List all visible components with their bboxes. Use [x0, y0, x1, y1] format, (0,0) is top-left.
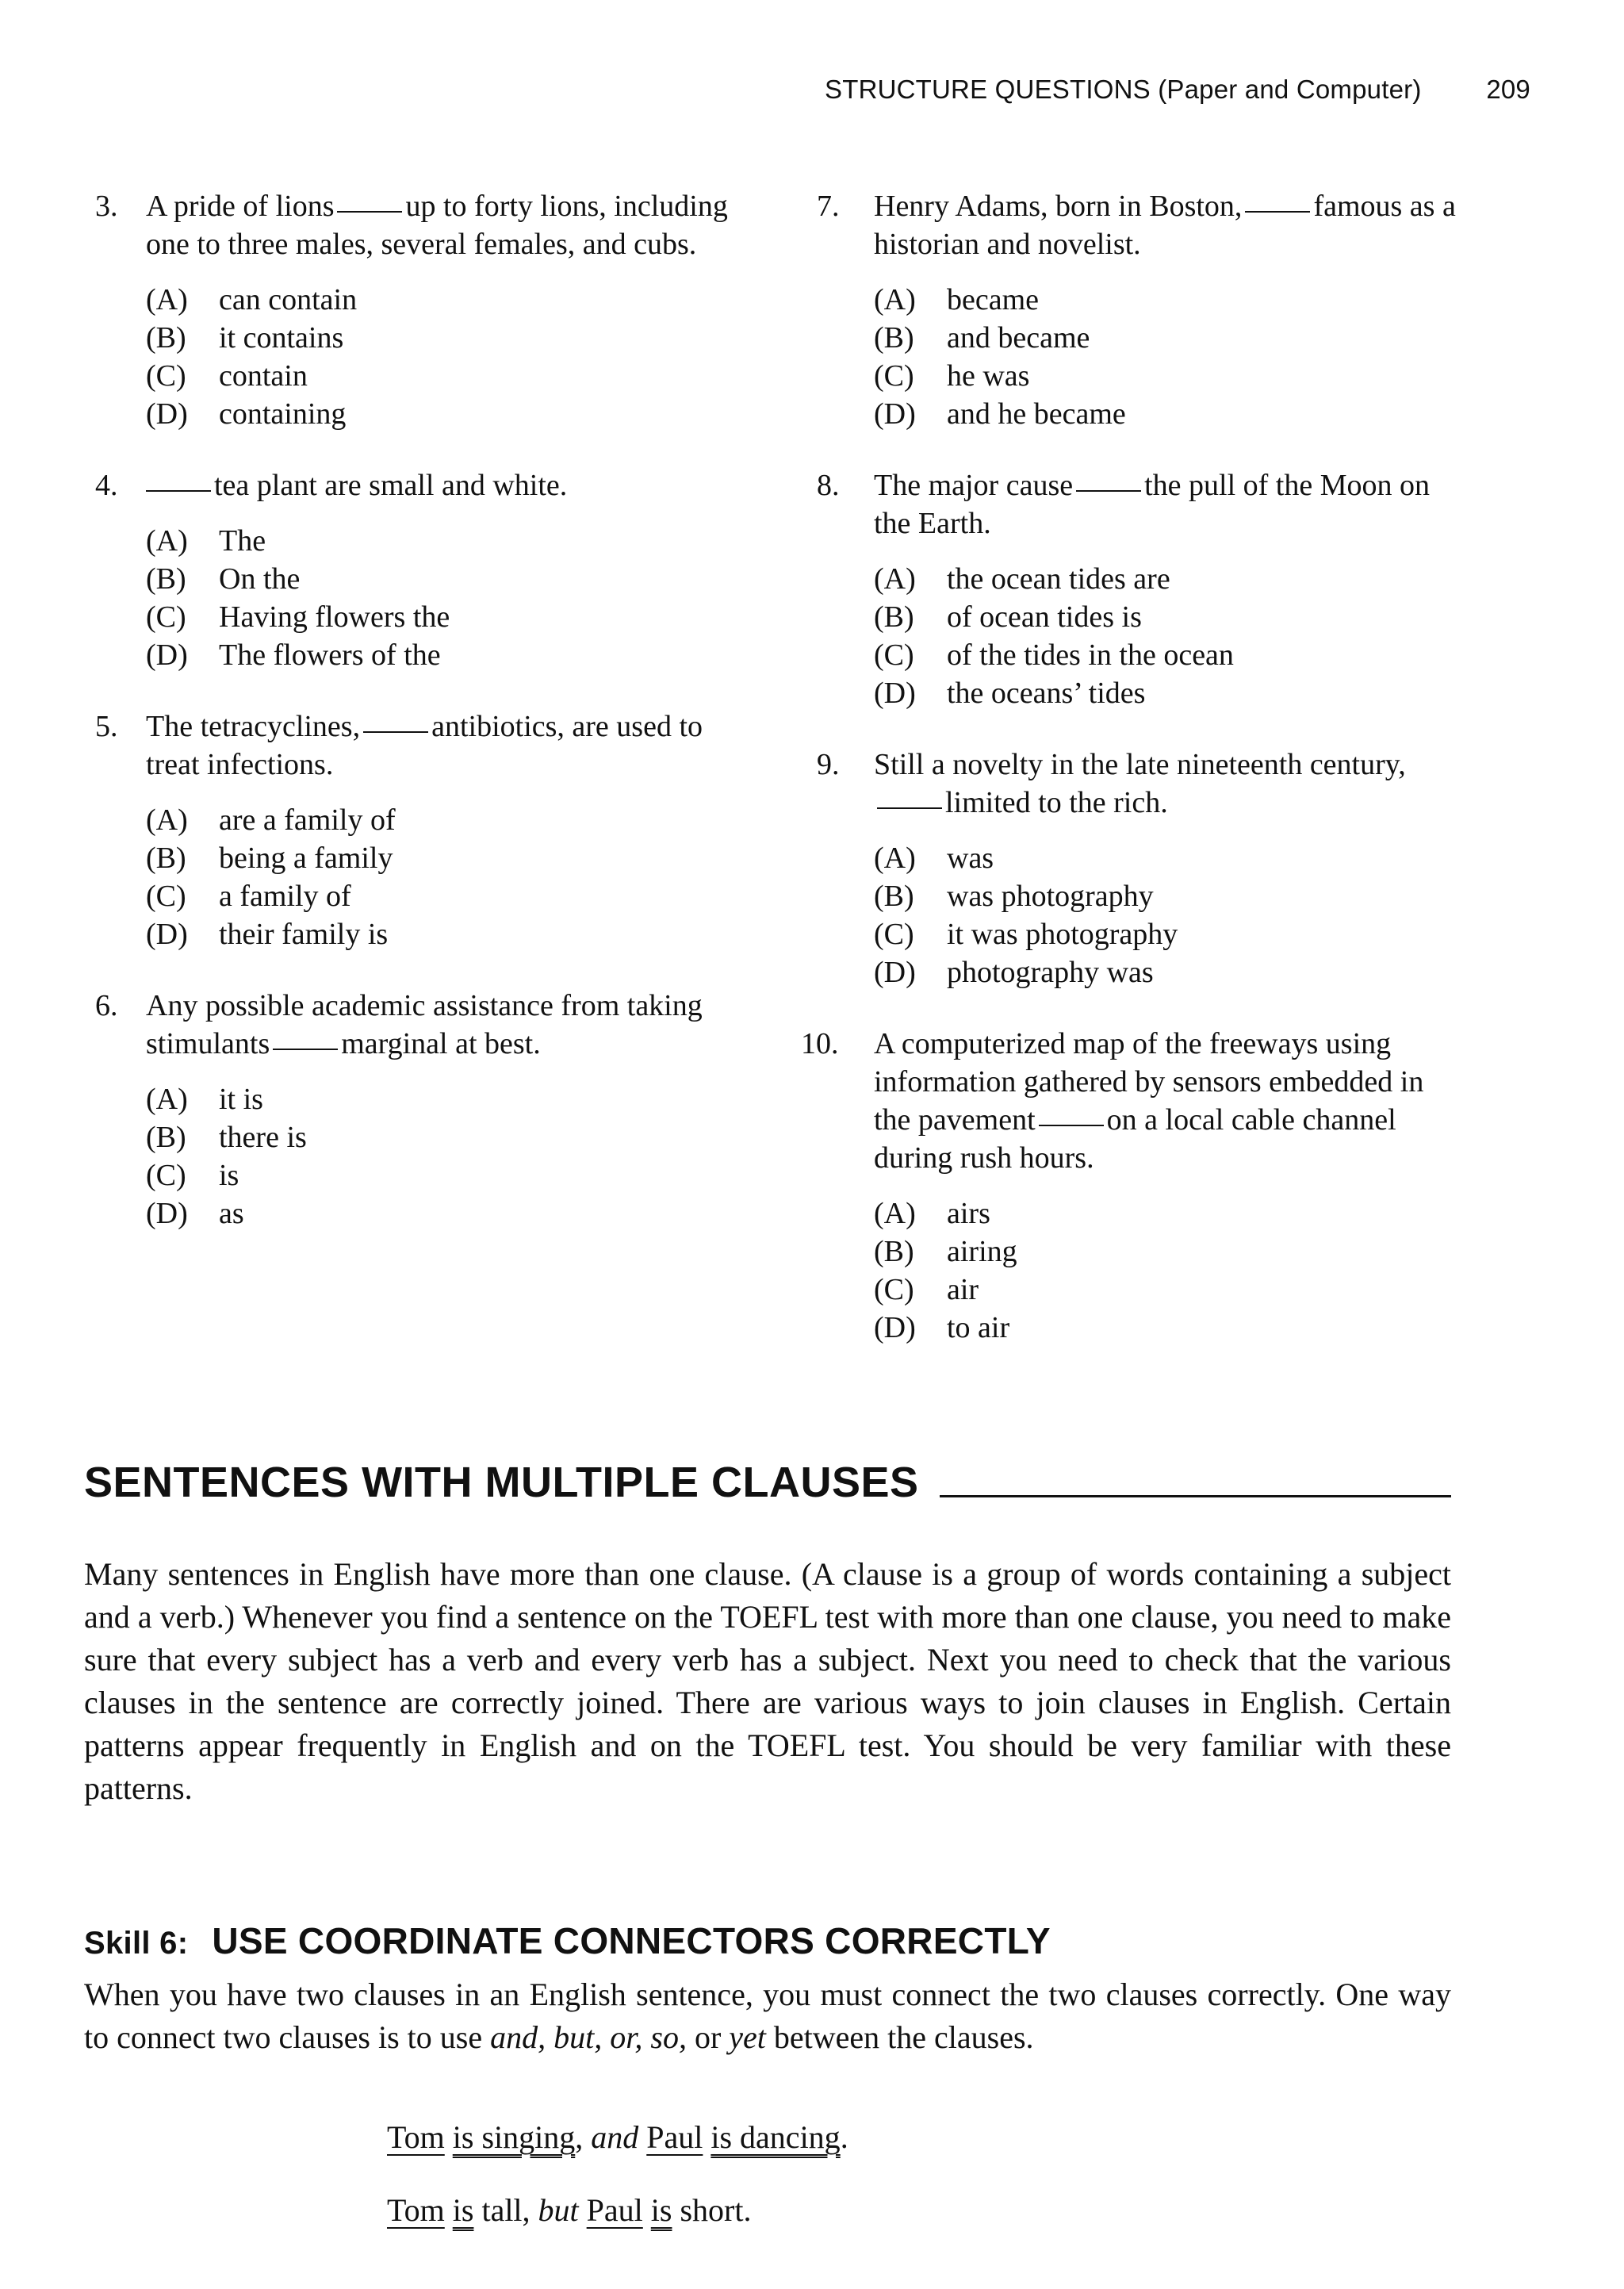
stem-before: The tetracyclines, [146, 710, 361, 743]
option[interactable] [874, 281, 1467, 319]
verb: is singing [452, 2119, 576, 2155]
question-number: 8. [817, 469, 840, 502]
option-letter: (D) [874, 397, 916, 431]
question-stem [95, 187, 745, 263]
option-letter: (D) [874, 956, 916, 989]
answer-options [95, 281, 745, 433]
option-letter: (C) [146, 1159, 186, 1192]
option[interactable] [874, 560, 1467, 598]
question-number: 4. [95, 469, 118, 502]
skill-text-end: between the clauses. [773, 2019, 1034, 2055]
conjunction: but [538, 2192, 579, 2228]
skill-or: or [694, 2019, 722, 2055]
option-text: airs [947, 1197, 990, 1230]
answer-options [817, 839, 1467, 991]
question-5 [95, 707, 745, 953]
example-sentence-1 [387, 2116, 848, 2159]
question-6 [95, 987, 745, 1233]
question-number: 5. [95, 710, 118, 743]
option[interactable] [874, 877, 1467, 915]
answer-blank [877, 807, 942, 809]
option-text: can contain [219, 283, 358, 316]
question-stem [817, 746, 1467, 822]
option[interactable] [874, 1194, 1467, 1233]
stem-before: Still a novelty in the late nineteenth century, [874, 748, 1406, 781]
option-letter: (C) [874, 359, 914, 393]
stem-before: The major cause [874, 469, 1074, 502]
option[interactable] [146, 1118, 745, 1156]
connector-and: and, [490, 2019, 546, 2055]
option[interactable] [146, 357, 745, 395]
option[interactable] [146, 839, 745, 877]
option-letter: (D) [146, 1197, 188, 1230]
skill-title: USE COORDINATE CONNECTORS CORRECTLY [212, 1920, 1051, 1961]
option[interactable] [146, 915, 745, 953]
example-text: , [575, 2119, 592, 2155]
question-9 [817, 746, 1467, 991]
question-stem [95, 707, 745, 784]
option-letter: (D) [874, 1311, 916, 1344]
option-letter: (D) [146, 918, 188, 951]
answer-options [95, 1080, 745, 1233]
option-letter: (B) [146, 321, 186, 355]
answer-blank [1039, 1125, 1104, 1126]
option-text: of ocean tides is [947, 600, 1142, 634]
question-stem [817, 466, 1467, 543]
section-heading [84, 1458, 1451, 1507]
verb: is [452, 2192, 474, 2228]
option-text: being a family [219, 842, 393, 875]
question-8 [817, 466, 1467, 712]
option-letter: (A) [146, 803, 188, 837]
connector-yet: yet [729, 2019, 766, 2055]
option[interactable] [146, 877, 745, 915]
verb: is dancing [710, 2119, 841, 2155]
option[interactable] [874, 953, 1467, 991]
option-text: air [947, 1273, 979, 1306]
option-text: is [219, 1159, 239, 1192]
option-letter: (C) [874, 638, 914, 672]
option-text: Having flowers the [219, 600, 450, 634]
option-letter: (D) [146, 638, 188, 672]
verb: is [650, 2192, 672, 2228]
question-number: 7. [817, 190, 840, 223]
option-letter: (C) [874, 1273, 914, 1306]
option-letter: (A) [146, 283, 188, 316]
option-text: he was [947, 359, 1030, 393]
option-text: it was photography [947, 918, 1178, 951]
skill-paragraph [84, 1973, 1451, 2059]
subject: Tom [387, 2119, 445, 2155]
running-head [825, 75, 1530, 105]
option-text: it is [219, 1083, 263, 1116]
stem-after: tea plant are small and white. [214, 469, 568, 502]
skill-text: When you have two clauses in an English sentence, you must connect the two clauses correctly. One way to connect two clauses is to use [84, 1977, 1451, 2055]
answer-blank [1245, 211, 1310, 213]
option[interactable] [874, 598, 1467, 636]
option-text: became [947, 283, 1040, 316]
option-letter: (B) [874, 321, 914, 355]
answer-options [95, 522, 745, 674]
option-letter: (A) [874, 842, 916, 875]
option-text: was [947, 842, 994, 875]
question-stem [95, 466, 745, 504]
answer-blank [1076, 490, 1141, 492]
stem-after: famous as a historian and novelist. [874, 190, 1456, 261]
left-column [95, 187, 745, 1266]
right-column [801, 187, 1467, 1380]
option-text: their family is [219, 918, 389, 951]
option[interactable] [874, 636, 1467, 674]
option[interactable] [146, 1194, 745, 1233]
option-text: and he became [947, 397, 1126, 431]
answer-options [817, 281, 1467, 433]
option-letter: (A) [146, 1083, 188, 1116]
option-letter: (A) [874, 562, 916, 596]
option-text: was photography [947, 880, 1154, 913]
example-sentence-2 [387, 2189, 751, 2232]
stem-before: Henry Adams, born in Boston, [874, 190, 1243, 223]
question-number: 10. [801, 1027, 839, 1060]
subject: Paul [646, 2119, 703, 2155]
option-text: airing [947, 1235, 1017, 1268]
option-letter: (C) [874, 918, 914, 951]
option[interactable] [146, 801, 745, 839]
option-text: the ocean tides are [947, 562, 1170, 596]
question-number: 6. [95, 989, 118, 1022]
option-text: a family of [219, 880, 351, 913]
stem-after: limited to the rich. [945, 786, 1168, 819]
option[interactable] [146, 281, 745, 319]
stem-before: A pride of lions [146, 190, 335, 223]
skill-label: Skill 6: [84, 1926, 189, 1961]
subject: Tom [387, 2192, 445, 2228]
stem-after: on a local cable channel during rush hours. [874, 1103, 1396, 1175]
option-text: there is [219, 1121, 307, 1154]
option-letter: (B) [146, 562, 186, 596]
option[interactable] [874, 1309, 1467, 1347]
option-text: the oceans’ tides [947, 677, 1146, 710]
option-text: photography was [947, 956, 1154, 989]
question-number: 3. [95, 190, 118, 223]
option[interactable] [146, 1080, 745, 1118]
option-text: are a family of [219, 803, 396, 837]
option-letter: (C) [146, 880, 186, 913]
question-number: 9. [817, 748, 840, 781]
option[interactable] [874, 395, 1467, 433]
option[interactable] [146, 1156, 745, 1194]
answer-options [95, 801, 745, 953]
answer-blank [363, 731, 428, 733]
stem-after: antibiotics, are used to treat infections. [146, 710, 703, 781]
option[interactable] [874, 319, 1467, 357]
stem-after: up to forty lions, including one to three males, several females, and cubs. [146, 190, 728, 261]
option-letter: (A) [874, 283, 916, 316]
option-text: The [219, 524, 266, 558]
option-text: On the [219, 562, 301, 596]
question-10 [801, 1025, 1467, 1347]
answer-blank [146, 490, 211, 492]
option-text: containing [219, 397, 347, 431]
question-4 [95, 466, 745, 674]
question-stem [801, 1025, 1467, 1177]
option-letter: (B) [874, 600, 914, 634]
option[interactable] [146, 522, 745, 560]
option-letter: (B) [146, 842, 186, 875]
answer-blank [273, 1049, 338, 1050]
option-text: contain [219, 359, 308, 393]
option[interactable] [874, 1271, 1467, 1309]
connector-but: but, [553, 2019, 603, 2055]
option[interactable] [146, 395, 745, 433]
option-letter: (D) [146, 397, 188, 431]
option[interactable] [874, 1233, 1467, 1271]
option-text: The flowers of the [219, 638, 441, 672]
answer-options [817, 560, 1467, 712]
option-text: of the tides in the ocean [947, 638, 1234, 672]
option-letter: (A) [146, 524, 188, 558]
answer-options [817, 1194, 1467, 1347]
stem-after: the pull of the Moon on the Earth. [874, 469, 1431, 540]
option[interactable] [874, 357, 1467, 395]
option[interactable] [146, 598, 745, 636]
option[interactable] [146, 636, 745, 674]
section-heading-text: SENTENCES WITH MULTIPLE CLAUSES [84, 1459, 919, 1506]
subject: Paul [586, 2192, 643, 2228]
option-letter: (D) [874, 677, 916, 710]
option-letter: (B) [146, 1121, 186, 1154]
running-title: STRUCTURE QUESTIONS (Paper and Computer) [825, 75, 1422, 104]
connector-or: or, [610, 2019, 643, 2055]
option-text: as [219, 1197, 244, 1230]
option-letter: (B) [874, 880, 914, 913]
option-letter: (C) [146, 600, 186, 634]
question-3 [95, 187, 745, 433]
question-stem [95, 987, 745, 1063]
option-letter: (C) [146, 359, 186, 393]
option-letter: (A) [874, 1197, 916, 1230]
question-7 [817, 187, 1467, 433]
stem-before: A computerized map of the freeways using information gathered by sensors embedded in the pavement [874, 1027, 1424, 1137]
heading-rule [940, 1495, 1451, 1497]
page-number: 209 [1486, 75, 1530, 104]
option[interactable] [146, 319, 745, 357]
option-text: to air [947, 1311, 1010, 1344]
option-text: and became [947, 321, 1090, 355]
answer-blank [337, 211, 402, 213]
stem-before: Any possible academic assistance from taking stimulants [146, 989, 703, 1060]
conjunction: and [591, 2119, 639, 2155]
example-text: . [840, 2119, 848, 2155]
skill-heading [84, 1919, 1451, 1962]
question-stem [817, 187, 1467, 263]
option[interactable] [874, 915, 1467, 953]
example-text: short. [672, 2192, 752, 2228]
intro-paragraph: Many sentences in English have more than one clause. (A clause is a group of words containing a subject and a verb.) Whenever you find a sentence on the TOEFL test with more than one clause, you need to make sure that every subject has a verb and every verb has a subject. Next you need to check that the various clauses in the sentence are correctly joined. There are various ways to join clauses in English. Certain patterns appear frequently in English and on the TOEFL test. You should be very familiar with these patterns. [84, 1556, 1451, 1806]
example-text: tall, [473, 2192, 538, 2228]
option[interactable] [874, 674, 1467, 712]
stem-after: marginal at best. [341, 1027, 541, 1060]
option-letter: (B) [874, 1235, 914, 1268]
option[interactable] [146, 560, 745, 598]
option-text: it contains [219, 321, 344, 355]
option[interactable] [874, 839, 1467, 877]
connector-so: so, [650, 2019, 687, 2055]
